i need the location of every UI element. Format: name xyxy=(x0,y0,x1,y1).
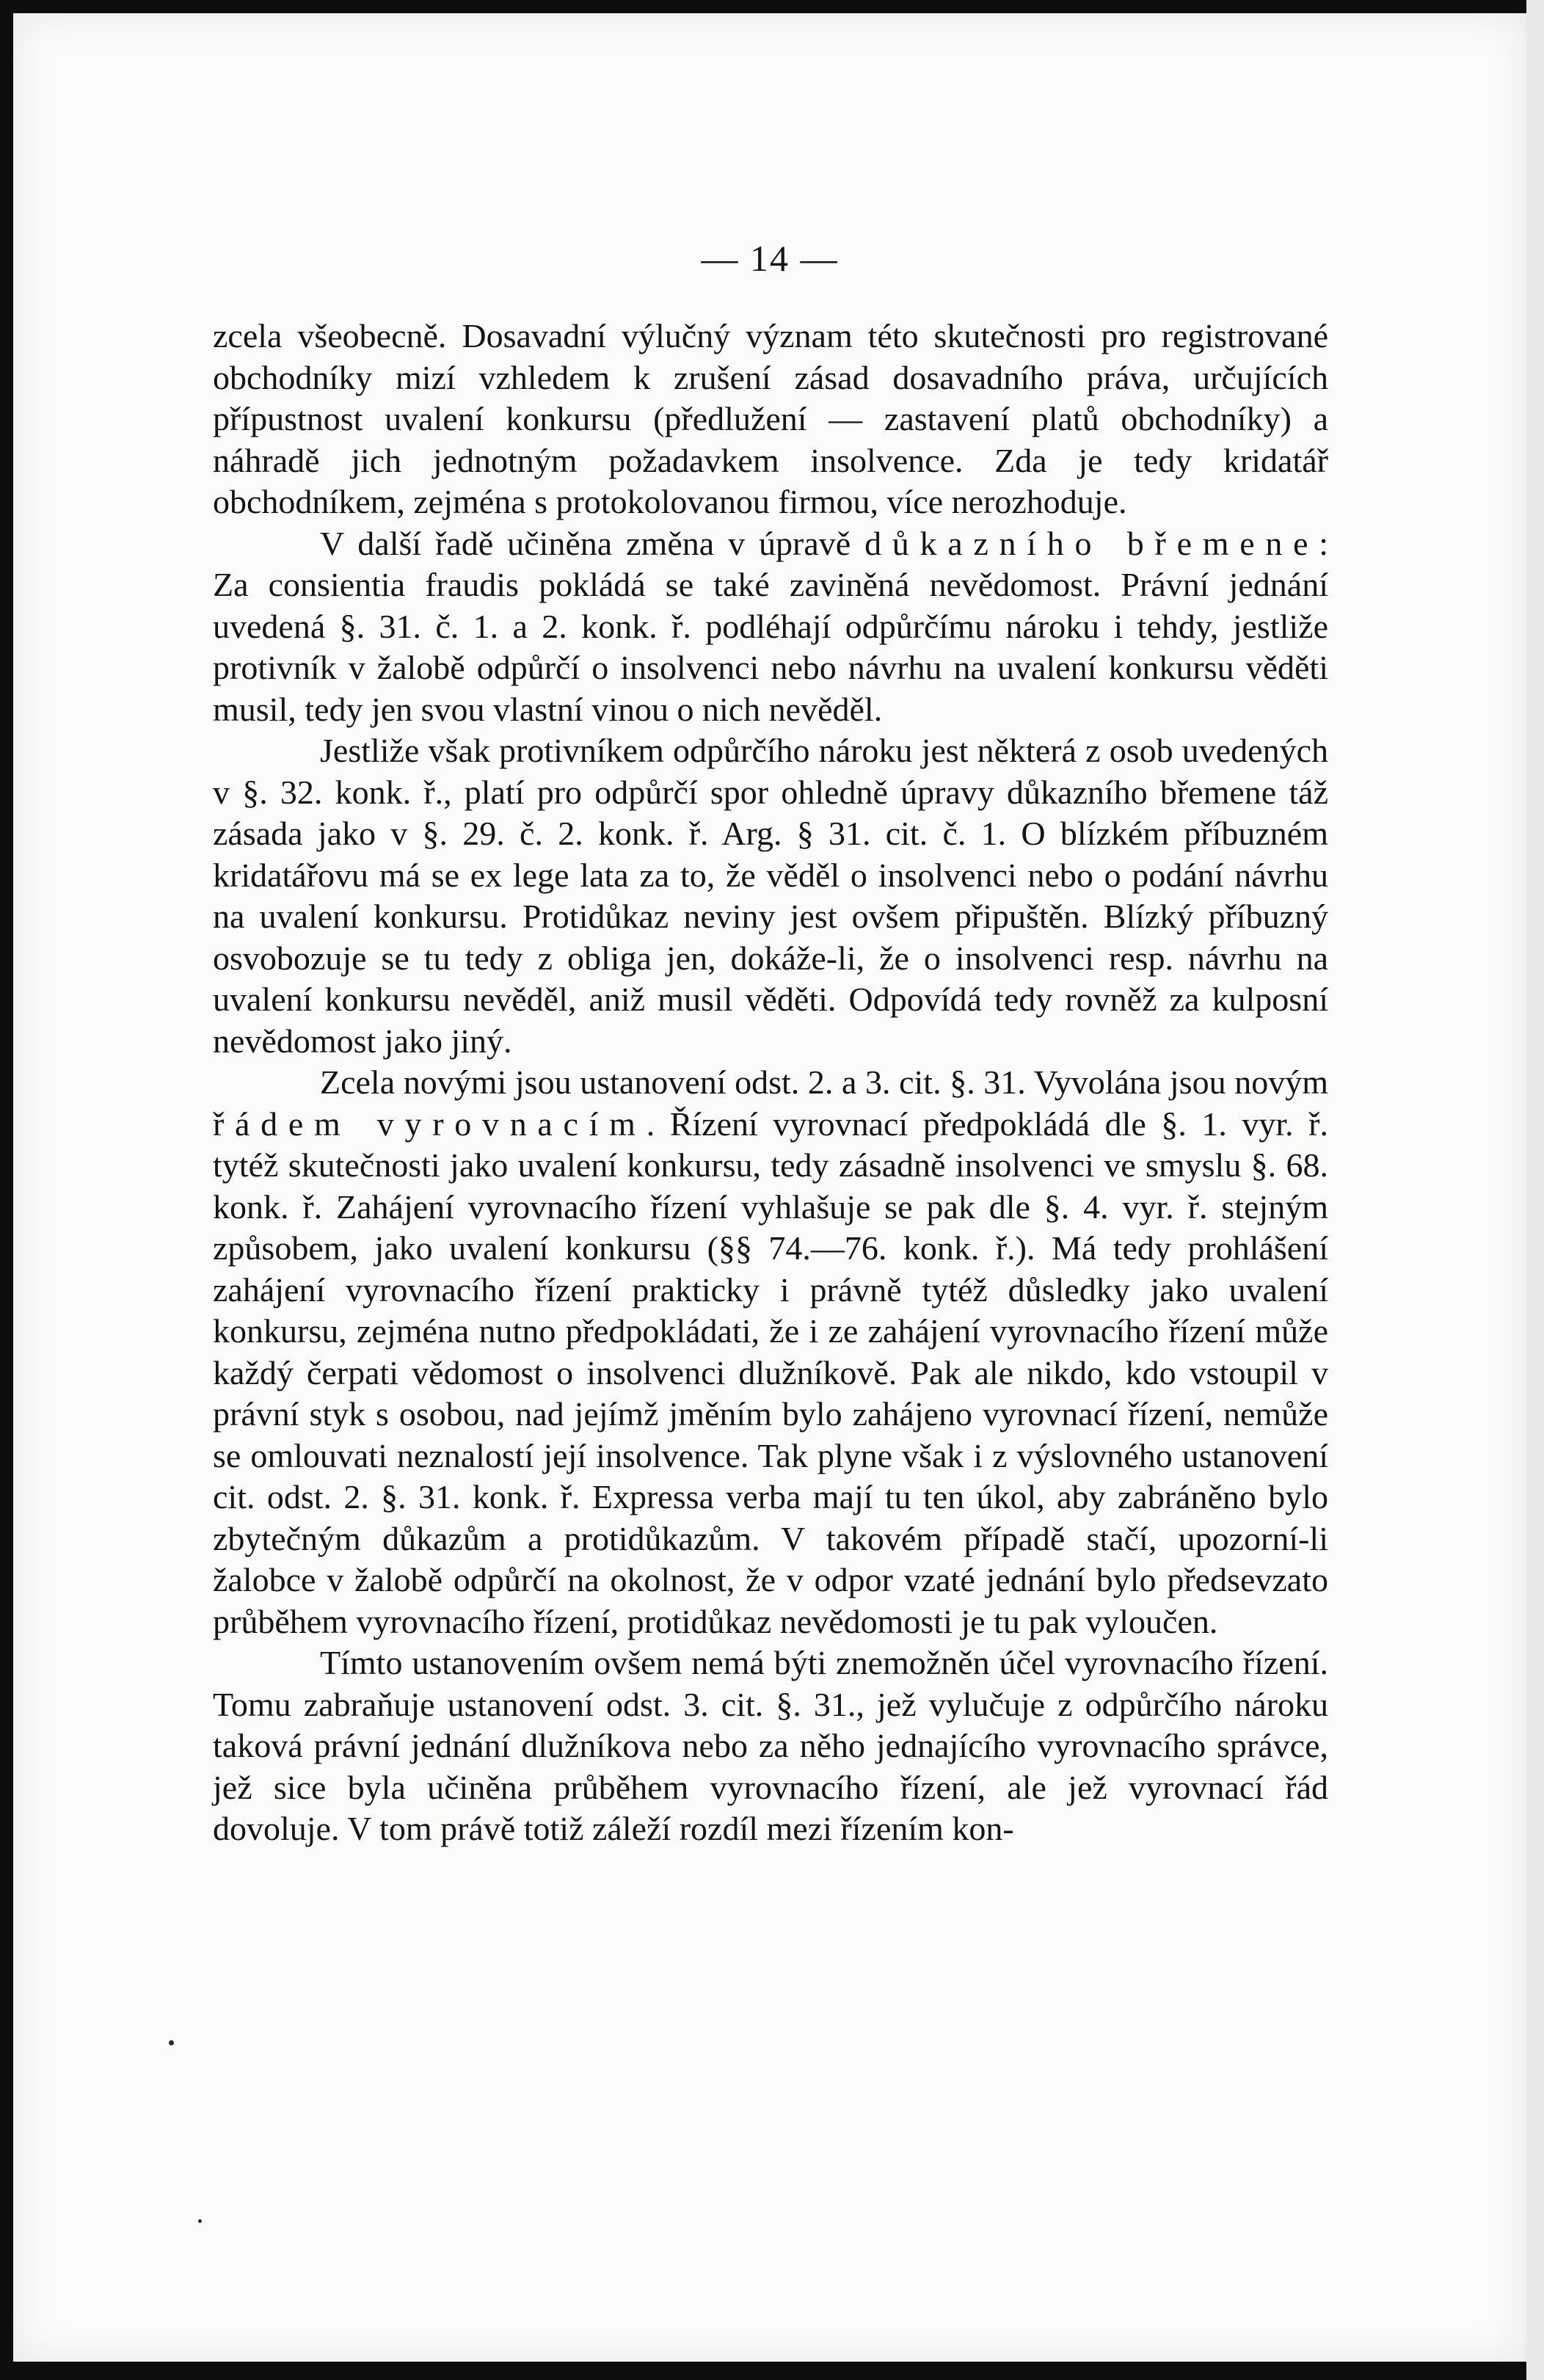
scan-speck xyxy=(169,2040,174,2045)
scan-edge-strip xyxy=(1526,0,1544,2380)
text-segment: . Řízení vyrovnací předpokládá dle §. 1. vyr. ř. tytéž skutečnosti jako uvalení konkursu, tedy zásadně insolvenci ve smyslu §. 68. konk. ř. Zahájení vyrovnacího řízení vyhlašuje se pak dle §. 4. vyr. ř. stejným způsobem, jako uvalení konkursu (§§ 74.—76. konk. ř.). Má tedy prohlášení zahájení vyrovnacího řízení prakticky i právně tytéž důsledky jako uvalení konkursu, zejména nutno předpokládati, že i ze zahájení vyrovnacího řízení může každý čerpati vědomost o insolvenci dlužníkově. Pak ale nikdo, kdo vstoupil v právní styk s osobou, nad jejímž jměním bylo zahájeno vyrovnací řízení, nemůže se omlouvati neznalostí její insolvence. Tak plyne však i z výslovného ustanovení cit. odst. 2. §. 31. konk. ř. Expressa verba mají tu ten úkol, aby zabráněno bylo zbytečným důkazům a protidůkazům. V takovém případě stačí, upozorní-li žalobce v žalobě odpůrčí na okolnost, že v odpor vzaté jednání bylo předsevzato průběhem vyrovnacího řízení, protidůkaz nevědomosti je tu pak vyloučen. xyxy=(213,1105,1328,1640)
text-segment: zcela všeobecně. Dosavadní výlučný význam této skutečnosti pro registrované obchodníky mizí vzhledem k zrušení zásad dosavadního práva, určujících přípustnost uvalení konkursu (předlužení — zastavení platů obchodníky) a náhradě jich jednotným požadavkem insolvence. Zda je tedy kridatář obchodníkem, zejména s protokolovanou firmou, více nerozhoduje. xyxy=(213,317,1328,520)
text-segment: Jestliže však protivníkem odpůrčího nároku jest některá z osob uvedených v §. 32. konk. ř., platí pro odpůrčí spor ohledně úpravy důkazního břemene táž zásada jako v §. 29. č. 2. konk. ř. Arg. § 31. cit. č. 1. O blízkém příbuzném kridatářovu má se ex lege lata za to, že věděl o insolvenci nebo o podání návrhu na uvalení konkursu. Protidůkaz neviny jest ovšem připuštěn. Blízký příbuzný osvobozuje se tu tedy z obliga jen, dokáže-li, že o insolvenci resp. návrhu na uvalení konkursu nevěděl, aniž musil věděti. Odpovídá tedy rovněž za kulposní nevědomost jako jiný. xyxy=(213,732,1328,1060)
paragraph-2 xyxy=(213,523,1328,731)
text-segment: : Za consientia fraudis pokládá se také zaviněná nevědomost. Právní jednání uvedená §. 31. č. 1. a 2. konk. ř. podléhají odpůrčímu nároku i tehdy, jestliže protivník v žalobě odpůrčí o insolvenci nebo návrhu na uvalení konkursu věděti musil, tedy jen svou vlastní vinou o nich nevěděl. xyxy=(213,524,1328,728)
body-text xyxy=(213,316,1328,1850)
spaced-emphasis-text: řádem vyrovnacím xyxy=(213,1105,647,1143)
scan-speck xyxy=(198,2219,202,2223)
paragraph-4 xyxy=(213,1062,1328,1642)
text-segment: Tímto ustanovením ovšem nemá býti znemožněn účel vyrovnacího řízení. Tomu zabraňuje ustanovení odst. 3. cit. §. 31., jež vylučuje z odpůrčího nároku taková právní jednání dlužníkova nebo za něho jednajícího vyrovnacího správce, jež sice byla učiněna průběhem vyrovnacího řízení, ale jež vyrovnací řád dovoluje. V tom právě totiž záleží rozdíl mezi řízením kon- xyxy=(213,1644,1328,1847)
page-number: — 14 — xyxy=(701,238,839,279)
book-page xyxy=(13,13,1526,2362)
paragraph-3 xyxy=(213,730,1328,1062)
text-segment: V další řadě učiněna změna v úpravě xyxy=(320,524,865,562)
paragraph-5 xyxy=(213,1642,1328,1850)
text-segment: Zcela novými jsou ustanovení odst. 2. a 3. cit. §. 31. Vyvolána jsou novým xyxy=(320,1063,1328,1101)
paragraph-1 xyxy=(213,316,1328,523)
spaced-emphasis-text: důkazního břemene xyxy=(864,524,1319,562)
